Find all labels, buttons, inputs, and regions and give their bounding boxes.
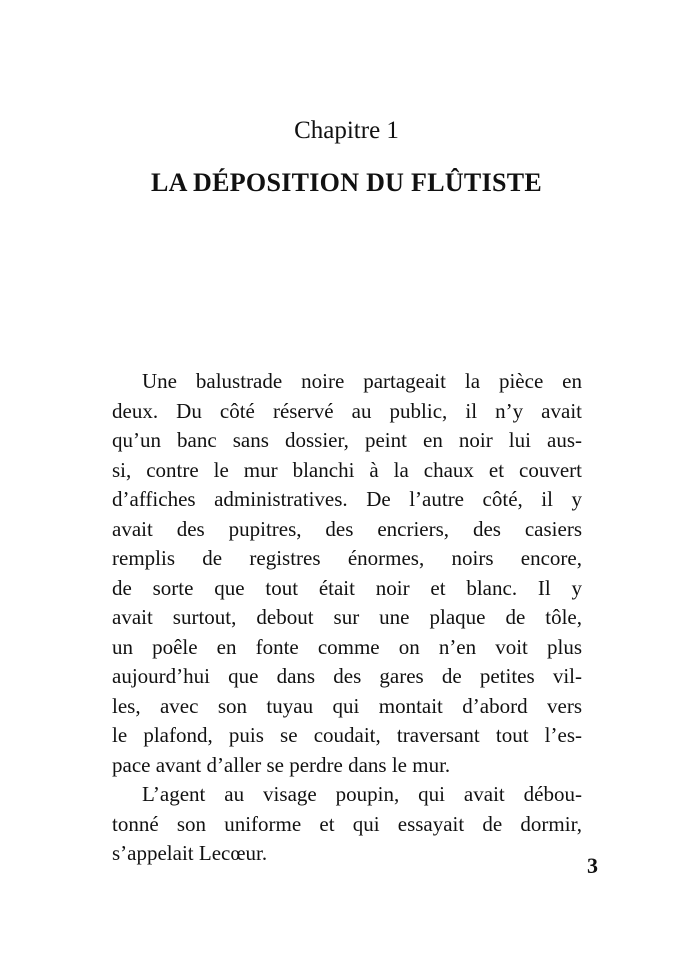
text-line: remplis de registres énormes, noirs encore, [112,546,582,570]
page-number: 3 [587,853,598,878]
text-line: les, avec son tuyau qui montait d’abord vers [112,693,582,718]
text-line: qu’un banc sans dossier, peint en noir lui aus- [112,428,582,452]
text-line: d’affiches administratives. De l’autre côté, il y [112,487,582,511]
chapter-label: Chapitre 1 [294,117,399,144]
text-line: deux. Du côté réservé au public, il n’y avait [112,398,582,423]
chapter-title: LA DÉPOSITION DU FLÛTISTE [150,168,543,197]
text-line: pace avant d’aller se perdre dans le mur. [112,752,451,777]
text-line: si, contre le mur blanchi à la chaux et couvert [112,457,582,482]
body-text [112,367,582,869]
text-line: avait surtout, debout sur une plaque de tôle, [112,605,582,629]
text-line: le plafond, puis se coudait, traversant tout l’es- [112,723,582,747]
text-line: s’appelait Lecœur. [112,841,268,865]
text-line: aujourd’hui que dans des gares de petites vil- [112,664,582,688]
text-line: de sorte que tout était noir et blanc. Il y [112,575,582,600]
text-line: L’agent au visage poupin, qui avait débou- [142,782,582,806]
text-line: un poêle en fonte comme on n’en voit plus [112,634,582,659]
text-line: tonné son uniforme et qui essayait de dormir, [112,811,582,836]
text-line: Une balustrade noire partageait la pièce en [142,369,582,393]
text-line: avait des pupitres, des encriers, des casiers [112,516,582,541]
